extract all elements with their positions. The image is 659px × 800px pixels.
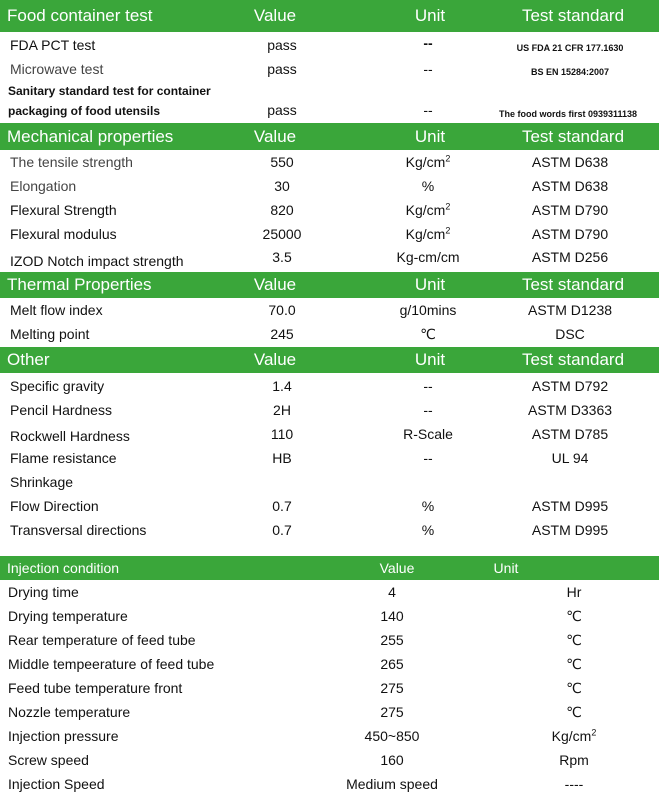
property-standard: ASTM D785 — [531, 426, 609, 442]
condition-unit: ℃ — [566, 608, 582, 624]
header-label: Other — [7, 350, 50, 369]
table-row — [0, 376, 659, 400]
property-name: IZOD Notch impact strength — [10, 253, 184, 269]
header-unit: Unit — [414, 275, 446, 294]
condition-value: 160 — [380, 752, 404, 768]
table-row — [0, 448, 659, 472]
section-header-thermal — [0, 272, 659, 298]
table-row — [0, 152, 659, 176]
property-name: Melting point — [10, 326, 90, 342]
condition-value: 450~850 — [364, 728, 420, 744]
property-standard: ASTM D3363 — [527, 402, 613, 418]
property-value: 3.5 — [272, 249, 292, 265]
property-value: 25000 — [262, 226, 302, 242]
condition-name: Middle tempeerature of feed tube — [8, 656, 215, 672]
property-unit: -- — [423, 402, 433, 418]
property-unit: % — [421, 522, 435, 538]
property-unit: -- — [423, 35, 433, 51]
property-unit: -- — [423, 61, 433, 77]
condition-value: 255 — [380, 632, 404, 648]
table-row — [0, 630, 659, 654]
section-header-mechanical — [0, 123, 659, 150]
property-standard: ASTM D1238 — [527, 302, 613, 318]
property-name: Elongation — [10, 178, 77, 194]
property-standard: ASTM D790 — [531, 202, 609, 218]
property-standard: ASTM D790 — [531, 226, 609, 242]
property-standard: ASTM D995 — [531, 498, 609, 514]
property-name: Specific gravity — [10, 378, 105, 394]
condition-value: Medium speed — [346, 776, 438, 792]
property-unit: -- — [423, 378, 433, 394]
condition-unit: $Kg/cm^2$ — [551, 727, 597, 744]
property-name-line1: Sanitary standard test for container — [8, 84, 211, 98]
property-standard: UL 94 — [551, 450, 589, 466]
property-standard: DSC — [555, 326, 585, 342]
header-value: Value — [253, 127, 297, 146]
header-standard: Test standard — [521, 127, 625, 146]
condition-unit: ℃ — [566, 680, 582, 696]
property-value: 110 — [270, 426, 294, 442]
header-label: Mechanical properties — [7, 127, 174, 146]
table-row — [0, 200, 659, 224]
property-unit: R-Scale — [403, 426, 453, 442]
header-label: Injection condition — [7, 560, 120, 576]
property-name: Flexural modulus — [10, 226, 117, 242]
property-standard: US FDA 21 CFR 177.1630 — [516, 43, 624, 53]
table-row — [0, 496, 659, 520]
property-unit: $Kg/cm^2$ — [405, 201, 451, 218]
property-value: pass — [267, 61, 297, 77]
header-value: Value — [253, 350, 297, 369]
condition-name: Drying time — [8, 584, 79, 600]
property-unit: g/10mins — [399, 302, 457, 318]
property-standard: ASTM D256 — [531, 249, 609, 265]
header-standard: Test standard — [521, 350, 625, 369]
table-row — [0, 59, 659, 83]
property-unit: ℃ — [420, 326, 436, 342]
condition-name: Feed tube temperature front — [8, 680, 183, 696]
property-name-line2: packaging of food utensils — [8, 104, 161, 118]
property-unit: % — [421, 178, 435, 194]
property-value: 2H — [273, 402, 291, 418]
property-standard: BS EN 15284:2007 — [530, 67, 610, 77]
table-row — [0, 678, 659, 702]
condition-value: 275 — [380, 680, 404, 696]
property-standard: ASTM D638 — [531, 178, 609, 194]
table-row — [0, 702, 659, 726]
table-row — [0, 300, 659, 324]
property-value: 30 — [274, 178, 290, 194]
header-value: Value — [253, 6, 297, 25]
property-name: Transversal directions — [10, 522, 147, 538]
property-value: 820 — [270, 202, 294, 218]
condition-name: Drying temperature — [8, 608, 128, 624]
table-row — [0, 424, 659, 448]
property-standard: ASTM D792 — [531, 378, 609, 394]
table-row — [0, 654, 659, 678]
property-unit: -- — [423, 450, 433, 466]
property-name: Melt flow index — [10, 302, 103, 318]
table-row — [0, 606, 659, 630]
condition-unit: ℃ — [566, 656, 582, 672]
header-label: Thermal Properties — [7, 275, 152, 294]
condition-value: 140 — [380, 608, 404, 624]
table-row — [0, 750, 659, 774]
property-name: Pencil Hardness — [10, 402, 112, 418]
property-value: pass — [267, 37, 297, 53]
condition-unit: ℃ — [566, 632, 582, 648]
condition-unit: ---- — [564, 776, 584, 792]
property-unit: $Kg/cm^2$ — [405, 225, 451, 242]
property-value: pass — [267, 102, 297, 118]
condition-unit: Rpm — [559, 752, 589, 768]
property-value: 245 — [270, 326, 294, 342]
section-header-other — [0, 347, 659, 373]
property-value: 70.0 — [268, 302, 296, 318]
property-name: Flexural Strength — [10, 202, 117, 218]
table-row — [0, 520, 659, 544]
condition-value: 4 — [388, 584, 396, 600]
condition-name: Screw speed — [8, 752, 89, 768]
property-value: 0.7 — [272, 498, 292, 514]
table-row — [0, 472, 659, 496]
header-unit: Unit — [414, 350, 446, 369]
condition-value: 265 — [380, 656, 404, 672]
header-standard: Test standard — [521, 6, 625, 25]
condition-unit: ℃ — [566, 704, 582, 720]
header-value: Value — [253, 275, 297, 294]
header-value: Value — [379, 560, 415, 576]
property-value: HB — [272, 450, 292, 466]
property-value: 550 — [270, 154, 294, 170]
table-row — [0, 82, 659, 122]
property-name: FDA PCT test — [10, 37, 96, 53]
property-name: Rockwell Hardness — [10, 428, 130, 444]
condition-name: Nozzle temperature — [8, 704, 131, 720]
condition-unit: Hr — [566, 584, 582, 600]
property-unit: $Kg/cm^2$ — [405, 153, 451, 170]
section-header-injection — [0, 556, 659, 580]
property-name: Flow Direction — [10, 498, 99, 514]
property-unit: -- — [423, 102, 433, 118]
condition-name: Rear temperature of feed tube — [8, 632, 196, 648]
property-name: Shrinkage — [10, 474, 74, 490]
table-row — [0, 35, 659, 59]
table-row — [0, 400, 659, 424]
header-label: Food container test — [7, 6, 153, 25]
property-value: 0.7 — [272, 522, 292, 538]
table-row — [0, 324, 659, 348]
table-row — [0, 249, 659, 273]
property-standard: ASTM D638 — [531, 154, 609, 170]
property-unit: % — [421, 498, 435, 514]
table-row — [0, 726, 659, 750]
property-unit: Kg-cm/cm — [396, 249, 460, 265]
property-name: Microwave test — [10, 61, 104, 77]
table-row — [0, 582, 659, 606]
condition-name: Injection Speed — [8, 776, 105, 792]
section-header-food-container-test — [0, 0, 659, 32]
header-unit: Unit — [493, 560, 519, 576]
table-row — [0, 224, 659, 248]
header-standard: Test standard — [521, 275, 625, 294]
property-standard: ASTM D995 — [531, 522, 609, 538]
property-name: The tensile strength — [10, 154, 133, 170]
property-standard: The food words first 0939311138 — [498, 109, 638, 119]
condition-value: 275 — [380, 704, 404, 720]
property-name: Flame resistance — [10, 450, 117, 466]
header-unit: Unit — [414, 127, 446, 146]
table-row — [0, 774, 659, 798]
header-unit: Unit — [414, 6, 446, 25]
table-row — [0, 176, 659, 200]
condition-name: Injection pressure — [8, 728, 119, 744]
property-value: 1.4 — [272, 378, 292, 394]
